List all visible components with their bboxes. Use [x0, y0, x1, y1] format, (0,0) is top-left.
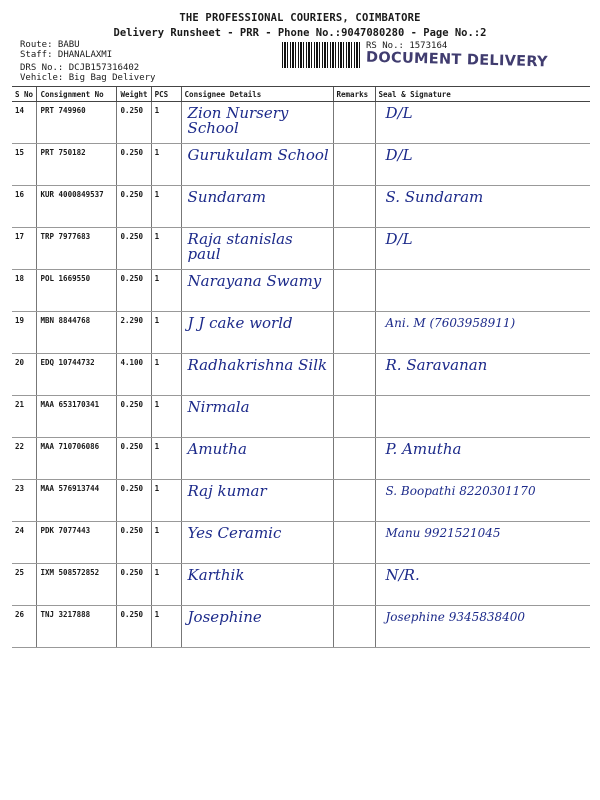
weight-value: 0.250	[117, 522, 151, 564]
remarks-cell	[333, 396, 375, 438]
consignee-handwriting: Nirmala	[181, 396, 333, 438]
consignee-handwriting: Raja stanislas paul	[181, 228, 333, 270]
table-row	[12, 144, 590, 186]
pieces-count: 1	[151, 438, 181, 480]
table-row	[12, 522, 590, 564]
column-header-remarks: Remarks	[333, 87, 375, 102]
column-header-signature: Seal & Signature	[375, 87, 590, 102]
consignment-number: MAA 710706086	[37, 438, 117, 480]
remarks-cell	[333, 480, 375, 522]
weight-value: 0.250	[117, 396, 151, 438]
table-row	[12, 354, 590, 396]
serial-number: 24	[12, 522, 37, 564]
remarks-cell	[333, 270, 375, 312]
table-row	[12, 564, 590, 606]
table-row	[12, 312, 590, 354]
consignee-handwriting: Josephine	[181, 606, 333, 648]
weight-value: 0.250	[117, 270, 151, 312]
remarks-cell	[333, 522, 375, 564]
serial-number: 17	[12, 228, 37, 270]
signature-handwriting: D/L	[375, 144, 590, 186]
column-header-weight: Weight	[117, 87, 151, 102]
serial-number: 21	[12, 396, 37, 438]
signature-handwriting: R. Saravanan	[375, 354, 590, 396]
consignment-number: POL 1669550	[37, 270, 117, 312]
table-header-row	[12, 87, 590, 102]
barcode-image	[282, 42, 362, 68]
pieces-count: 1	[151, 354, 181, 396]
consignment-number: IXM 508572852	[37, 564, 117, 606]
weight-value: 4.100	[117, 354, 151, 396]
table-row	[12, 102, 590, 144]
consignee-handwriting: Gurukulam School	[181, 144, 333, 186]
consignment-number: MBN 8844768	[37, 312, 117, 354]
weight-value: 0.250	[117, 102, 151, 144]
consignee-handwriting: Amutha	[181, 438, 333, 480]
consignee-handwriting: Narayana Swamy	[181, 270, 333, 312]
consignee-handwriting: J J cake world	[181, 312, 333, 354]
consignment-number: TNJ 3217888	[37, 606, 117, 648]
remarks-cell	[333, 564, 375, 606]
pieces-count: 1	[151, 396, 181, 438]
signature-handwriting: N/R.	[375, 564, 590, 606]
route-label: Route: BABU	[20, 40, 80, 50]
weight-value: 0.250	[117, 186, 151, 228]
staff-label: Staff: DHANALAXMI	[20, 50, 113, 60]
column-header-sno: S No	[12, 87, 37, 102]
signature-handwriting: Manu 9921521045	[375, 522, 590, 564]
serial-number: 25	[12, 564, 37, 606]
document-title: THE PROFESSIONAL COURIERS, COIMBATORE	[179, 12, 421, 24]
pieces-count: 1	[151, 270, 181, 312]
pieces-count: 1	[151, 102, 181, 144]
pieces-count: 1	[151, 144, 181, 186]
pieces-count: 1	[151, 522, 181, 564]
table-row	[12, 270, 590, 312]
pieces-count: 1	[151, 186, 181, 228]
consignment-number: PDK 7077443	[37, 522, 117, 564]
consignment-number: MAA 576913744	[37, 480, 117, 522]
weight-value: 0.250	[117, 480, 151, 522]
signature-handwriting	[375, 270, 590, 312]
pieces-count: 1	[151, 480, 181, 522]
consignee-handwriting: Zion Nursery School	[181, 102, 333, 144]
document-delivery-stamp: DOCUMENT DELIVERY	[365, 49, 549, 71]
serial-number: 14	[12, 102, 37, 144]
remarks-cell	[333, 606, 375, 648]
consignee-handwriting: Radhakrishna Silk	[181, 354, 333, 396]
consignee-handwriting: Sundaram	[181, 186, 333, 228]
remarks-cell	[333, 228, 375, 270]
signature-handwriting: D/L	[375, 102, 590, 144]
pieces-count: 1	[151, 228, 181, 270]
signature-handwriting: Josephine 9345838400	[375, 606, 590, 648]
runsheet-table	[12, 86, 590, 648]
consignment-number: PRT 749960	[37, 102, 117, 144]
column-header-consignment: Consignment No	[37, 87, 117, 102]
remarks-cell	[333, 144, 375, 186]
serial-number: 16	[12, 186, 37, 228]
weight-value: 2.290	[117, 312, 151, 354]
consignment-number: PRT 750182	[37, 144, 117, 186]
serial-number: 20	[12, 354, 37, 396]
table-row	[12, 228, 590, 270]
remarks-cell	[333, 354, 375, 396]
weight-value: 0.250	[117, 144, 151, 186]
serial-number: 23	[12, 480, 37, 522]
table-row	[12, 186, 590, 228]
table-row	[12, 480, 590, 522]
pieces-count: 1	[151, 564, 181, 606]
signature-handwriting: D/L	[375, 228, 590, 270]
serial-number: 15	[12, 144, 37, 186]
vehicle-label: Vehicle: Big Bag Delivery	[20, 73, 156, 83]
consignment-number: KUR 4000849537	[37, 186, 117, 228]
weight-value: 0.250	[117, 564, 151, 606]
consignment-number: EDQ 10744732	[37, 354, 117, 396]
pieces-count: 1	[151, 312, 181, 354]
weight-value: 0.250	[117, 606, 151, 648]
signature-handwriting	[375, 396, 590, 438]
table-row	[12, 438, 590, 480]
table-row	[12, 606, 590, 648]
remarks-cell	[333, 186, 375, 228]
signature-handwriting: S. Sundaram	[375, 186, 590, 228]
rs-number: RS No.: 1573164	[366, 41, 448, 51]
remarks-cell	[333, 312, 375, 354]
signature-handwriting: Ani. M (7603958911)	[375, 312, 590, 354]
signature-handwriting: S. Boopathi 8220301170	[375, 480, 590, 522]
consignment-number: MAA 653170341	[37, 396, 117, 438]
consignee-handwriting: Yes Ceramic	[181, 522, 333, 564]
consignee-handwriting: Karthik	[181, 564, 333, 606]
weight-value: 0.250	[117, 228, 151, 270]
signature-handwriting: P. Amutha	[375, 438, 590, 480]
remarks-cell	[333, 438, 375, 480]
serial-number: 18	[12, 270, 37, 312]
remarks-cell	[333, 102, 375, 144]
column-header-consignee: Consignee Details	[181, 87, 333, 102]
serial-number: 19	[12, 312, 37, 354]
serial-number: 26	[12, 606, 37, 648]
consignment-number: TRP 7977683	[37, 228, 117, 270]
pieces-count: 1	[151, 606, 181, 648]
drs-number: DRS No.: DCJB157316402	[20, 63, 140, 73]
weight-value: 0.250	[117, 438, 151, 480]
document-subtitle: Delivery Runsheet - PRR - Phone No.:9047080280 - Page No.:2	[113, 27, 487, 39]
table-row	[12, 396, 590, 438]
consignee-handwriting: Raj kumar	[181, 480, 333, 522]
serial-number: 22	[12, 438, 37, 480]
column-header-pcs: PCS	[151, 87, 181, 102]
